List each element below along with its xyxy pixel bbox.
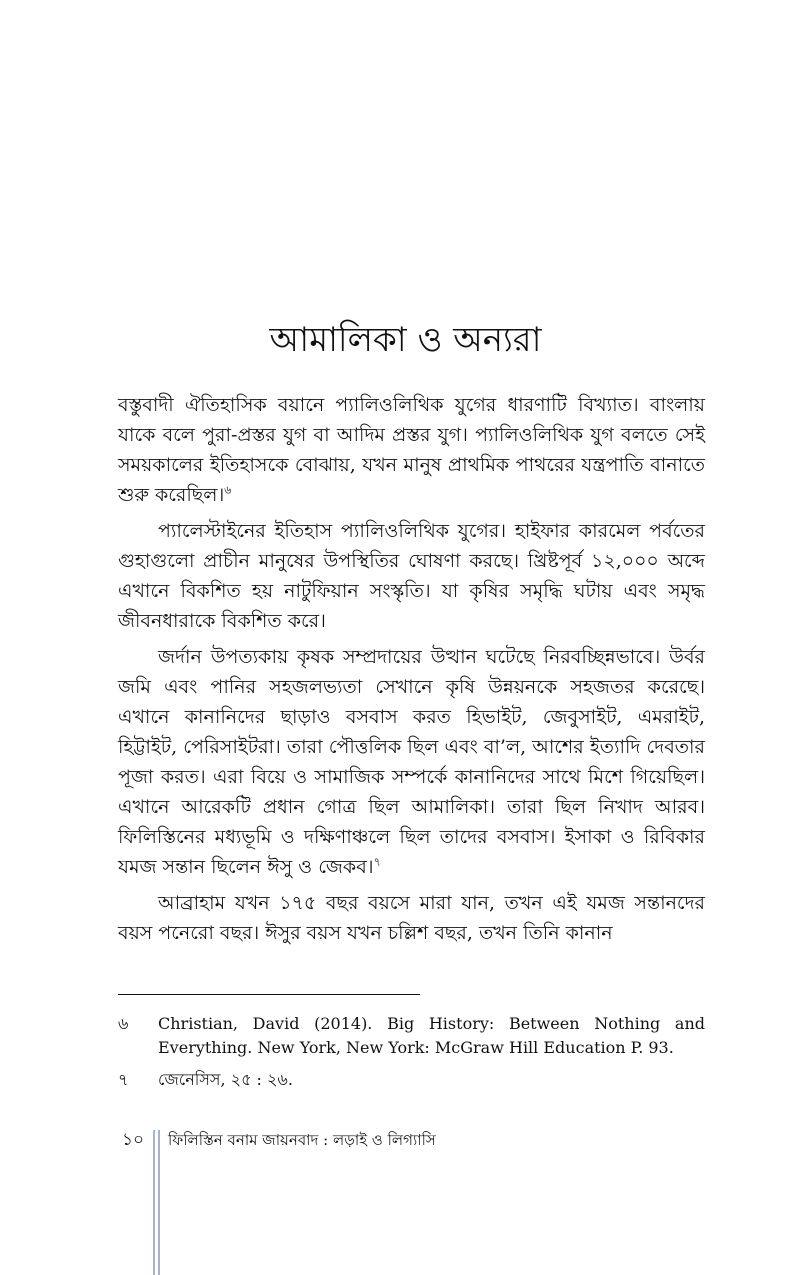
footnote-divider [118, 994, 420, 995]
paragraph-text: আব্রাহাম যখন ১৭৫ বছর বয়সে মারা যান, তখন এই যমজ সন্তানদের বয়স পনেরো বছর। ঈসুর বয়স যখন চল্লিশ বছর, তখন তিনি কানান [118, 892, 705, 944]
footnote-ref[interactable]: ৬ [224, 483, 232, 497]
footnotes [118, 1012, 705, 1100]
paragraph-4 [118, 888, 705, 948]
paragraph-1 [118, 390, 705, 510]
paragraph-text: জর্দান উপত্যকায় কৃষক সম্প্রদায়ের উত্থান ঘটেছে নিরবচ্ছিন্নভাবে। উর্বর জমি এবং পানির সহজলভ্যতা সেখানে কৃষি উন্নয়নকে সহজতর করেছে। এখানে কানানিদের ছাড়াও বসবাস করত হিভাইট, জেবুসাইট, এমরাইট, হিট্টাইট, পেরিসাইটরা। তারা পৌত্তলিক ছিল এবং বা’ল, আশের ইত্যাদি দেবতার পূজা করত। এরা বিয়ে ও সামাজিক সম্পর্কে কানানিদের সাথে মিশে গিয়েছিল। এখানে আরেকটি প্রধান গোত্র ছিল আমালিকা। তারা ছিল নিখাদ আরব। ফিলিস্তিনের মধ্যভূমি ও দক্ষিণাঞ্চলে ছিল তাদের বসবাস। ইসাকা ও রিবিকার যমজ সন্তান ছিলেন ঈসু ও জেকব। [118, 646, 705, 878]
footnote-text: জেনেসিস, ২৫ : ২৬. [158, 1070, 293, 1089]
paragraph-text: প্যালেস্টাইনের ইতিহাস প্যালিওলিথিক যুগের। হাইফার কারমেল পর্বতের গুহাগুলো প্রাচীন মানুষের উপস্থিতির ঘোষণা করছে। খ্রিষ্টপূর্ব ১২,০০০ অব্দে এখানে বিকশিত হয় নাটুফিয়ান সংস্কৃতি। যা কৃষির সমৃদ্ধি ঘটায় এবং সমৃদ্ধ জীবনধারাকে বিকশিত করে। [118, 520, 705, 632]
footnote-number: ৭ [118, 1070, 129, 1089]
footnote-item [118, 1068, 705, 1092]
page-number: ১০ [122, 1130, 145, 1150]
footnote-item [118, 1012, 705, 1060]
footnote-ref[interactable]: ৭ [373, 855, 381, 869]
footer-rule-right [158, 1130, 160, 1275]
paragraph-text: বস্তুবাদী ঐতিহাসিক বয়ানে প্যালিওলিথিক যুগের ধারণাটি বিখ্যাত। বাংলায় যাকে বলে পুরা-প্রস্তর যুগ বা আদিম প্রস্তর যুগ। প্যালিওলিথিক যুগ বলতে সেই সময়কালের ইতিহাসকে বোঝায়, যখন মানুষ প্রাথমিক পাথরের যন্ত্রপাতি বানাতে শুরু করেছিল। [118, 394, 705, 506]
chapter-title: আমালিকা ও অন্যরা [269, 320, 542, 360]
paragraph-3 [118, 642, 705, 882]
footnote-text: Christian, David (2014). Big History: Between Nothing and Everything. New York, New York: McGraw Hill Education P. 93. [158, 1014, 705, 1057]
paragraph-2 [118, 516, 705, 636]
footnote-number: ৬ [118, 1014, 129, 1033]
running-head: ফিলিস্তিন বনাম জায়নবাদ : লড়াই ও লিগ্যাসি [168, 1131, 436, 1149]
footer-rule-left [153, 1130, 155, 1275]
body-text [118, 390, 705, 954]
